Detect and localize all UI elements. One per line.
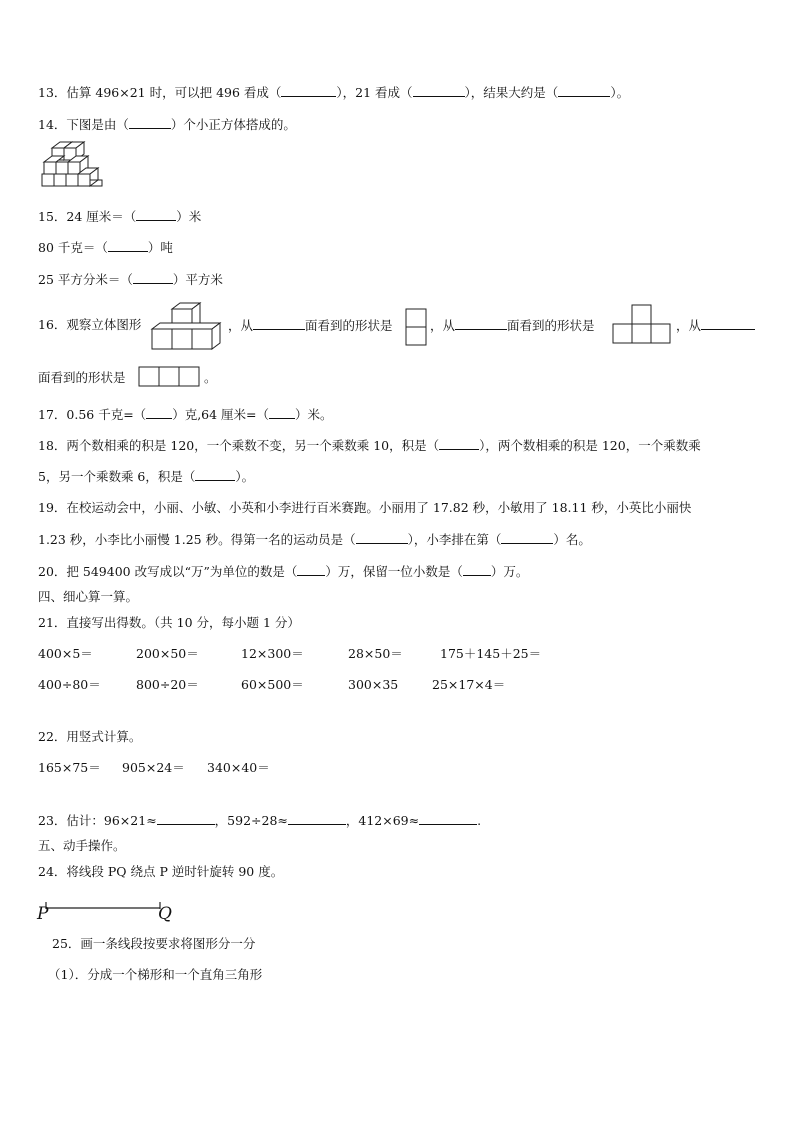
answer-blank[interactable] (297, 563, 325, 576)
question-20: 20．把 549400 改写成以“万”为单位的数是（ ）万，保留一位小数是（ ）万。 (38, 564, 529, 579)
question-16: 16．观察立体图形 (38, 317, 142, 332)
calc-item: 28×50＝ (348, 646, 403, 661)
view-shape-1 (405, 308, 427, 346)
calc-item: 300×35 (348, 677, 399, 692)
vertical-calc-item: 340×40＝ (207, 760, 270, 775)
calc-item: 12×300＝ (241, 646, 304, 661)
calc-item: 25×17×4＝ (432, 677, 506, 692)
answer-blank[interactable] (501, 531, 553, 544)
question-16-part2: ，从 面看到的形状是 (430, 318, 595, 333)
question-18-line2: 5，另一个乘数乘 6，积是（ ）。 (38, 469, 255, 484)
question-16-part3: ，从 (676, 317, 755, 334)
answer-blank[interactable] (108, 239, 148, 252)
view-shape-2 (612, 304, 672, 344)
question-15-c: 25 平方分米＝（ ）平方米 (38, 272, 223, 287)
question-16-end: 。 (204, 370, 217, 385)
question-25-sub: （1）．分成一个梯形和一个直角三角形 (48, 967, 263, 982)
calc-item: 800÷20＝ (136, 677, 199, 692)
vertical-calc-item: 165×75＝ (38, 760, 101, 775)
question-19-line2: 1.23 秒，小李比小丽慢 1.25 秒。得第一名的运动员是（ ），小李排在第（ ）名。 (38, 532, 591, 547)
vertical-calc-item: 905×24＝ (122, 760, 185, 775)
calc-item: 200×50＝ (136, 646, 199, 661)
question-18-line1: 18．两个数相乘的积是 120，一个乘数不变，另一个乘数乘 10，积是（ ），两个数相乘的积是 120，一个乘数乘 (38, 438, 701, 453)
answer-blank[interactable] (558, 84, 610, 97)
answer-blank[interactable] (439, 437, 479, 450)
answer-blank[interactable] (253, 317, 305, 330)
point-p-label: P (37, 904, 49, 924)
answer-blank[interactable] (269, 406, 295, 419)
question-13: 13．估算 496×21 时，可以把 496 看成（ ），21 看成（ ），结果大约是（ ）。 (38, 85, 630, 100)
question-16-part1: ，从 面看到的形状是 (228, 318, 393, 333)
question-15-a: 15．24 厘米＝（ ）米 (38, 209, 202, 224)
answer-blank[interactable] (136, 208, 176, 221)
segment-pq (44, 900, 162, 912)
answer-blank[interactable] (463, 563, 491, 576)
answer-blank[interactable] (281, 84, 336, 97)
answer-blank[interactable] (701, 317, 755, 330)
answer-blank[interactable] (157, 812, 215, 825)
calc-item: 175＋145＋25＝ (440, 646, 542, 661)
section-5-heading: 五、动手操作。 (38, 838, 126, 853)
answer-blank[interactable] (129, 116, 171, 129)
view-shape-3 (138, 366, 202, 388)
calc-item: 60×500＝ (241, 677, 304, 692)
answer-blank[interactable] (195, 468, 235, 481)
question-22-title: 22．用竖式计算。 (38, 729, 142, 744)
question-21-title: 21．直接写出得数。（共 10 分，每小题 1 分） (38, 615, 300, 630)
question-24-title: 24．将线段 PQ 绕点 P 逆时针旋转 90 度。 (38, 864, 284, 879)
question-25-title: 25．画一条线段按要求将图形分一分 (52, 936, 256, 951)
answer-blank[interactable] (288, 812, 346, 825)
question-14: 14．下图是由（ ）个小正方体搭成的。 (38, 117, 296, 132)
answer-blank[interactable] (133, 271, 173, 284)
cube-stack-figure (40, 140, 110, 196)
calc-item: 400÷80＝ (38, 677, 101, 692)
question-17: 17．0.56 千克=（ ）克,64 厘米=（ ）米。 (38, 407, 333, 422)
point-q-label: Q (158, 904, 172, 924)
answer-blank[interactable] (413, 84, 465, 97)
question-16-part4: 面看到的形状是 (38, 370, 126, 385)
solid-figure (152, 301, 222, 351)
section-4-heading: 四、细心算一算。 (38, 589, 139, 604)
question-15-b: 80 千克＝（ ）吨 (38, 240, 173, 255)
question-19-line1: 19．在校运动会中，小丽、小敏、小英和小李进行百米赛跑。小丽用了 17.82 秒，小敏用了 18.11 秒，小英比小丽快 (38, 500, 692, 515)
answer-blank[interactable] (356, 531, 408, 544)
answer-blank[interactable] (419, 812, 477, 825)
answer-blank[interactable] (146, 406, 172, 419)
question-23: 23．估计：96×21≈ ，592÷28≈ ，412×69≈ . (38, 813, 482, 828)
calc-item: 400×5＝ (38, 646, 93, 661)
answer-blank[interactable] (455, 317, 507, 330)
